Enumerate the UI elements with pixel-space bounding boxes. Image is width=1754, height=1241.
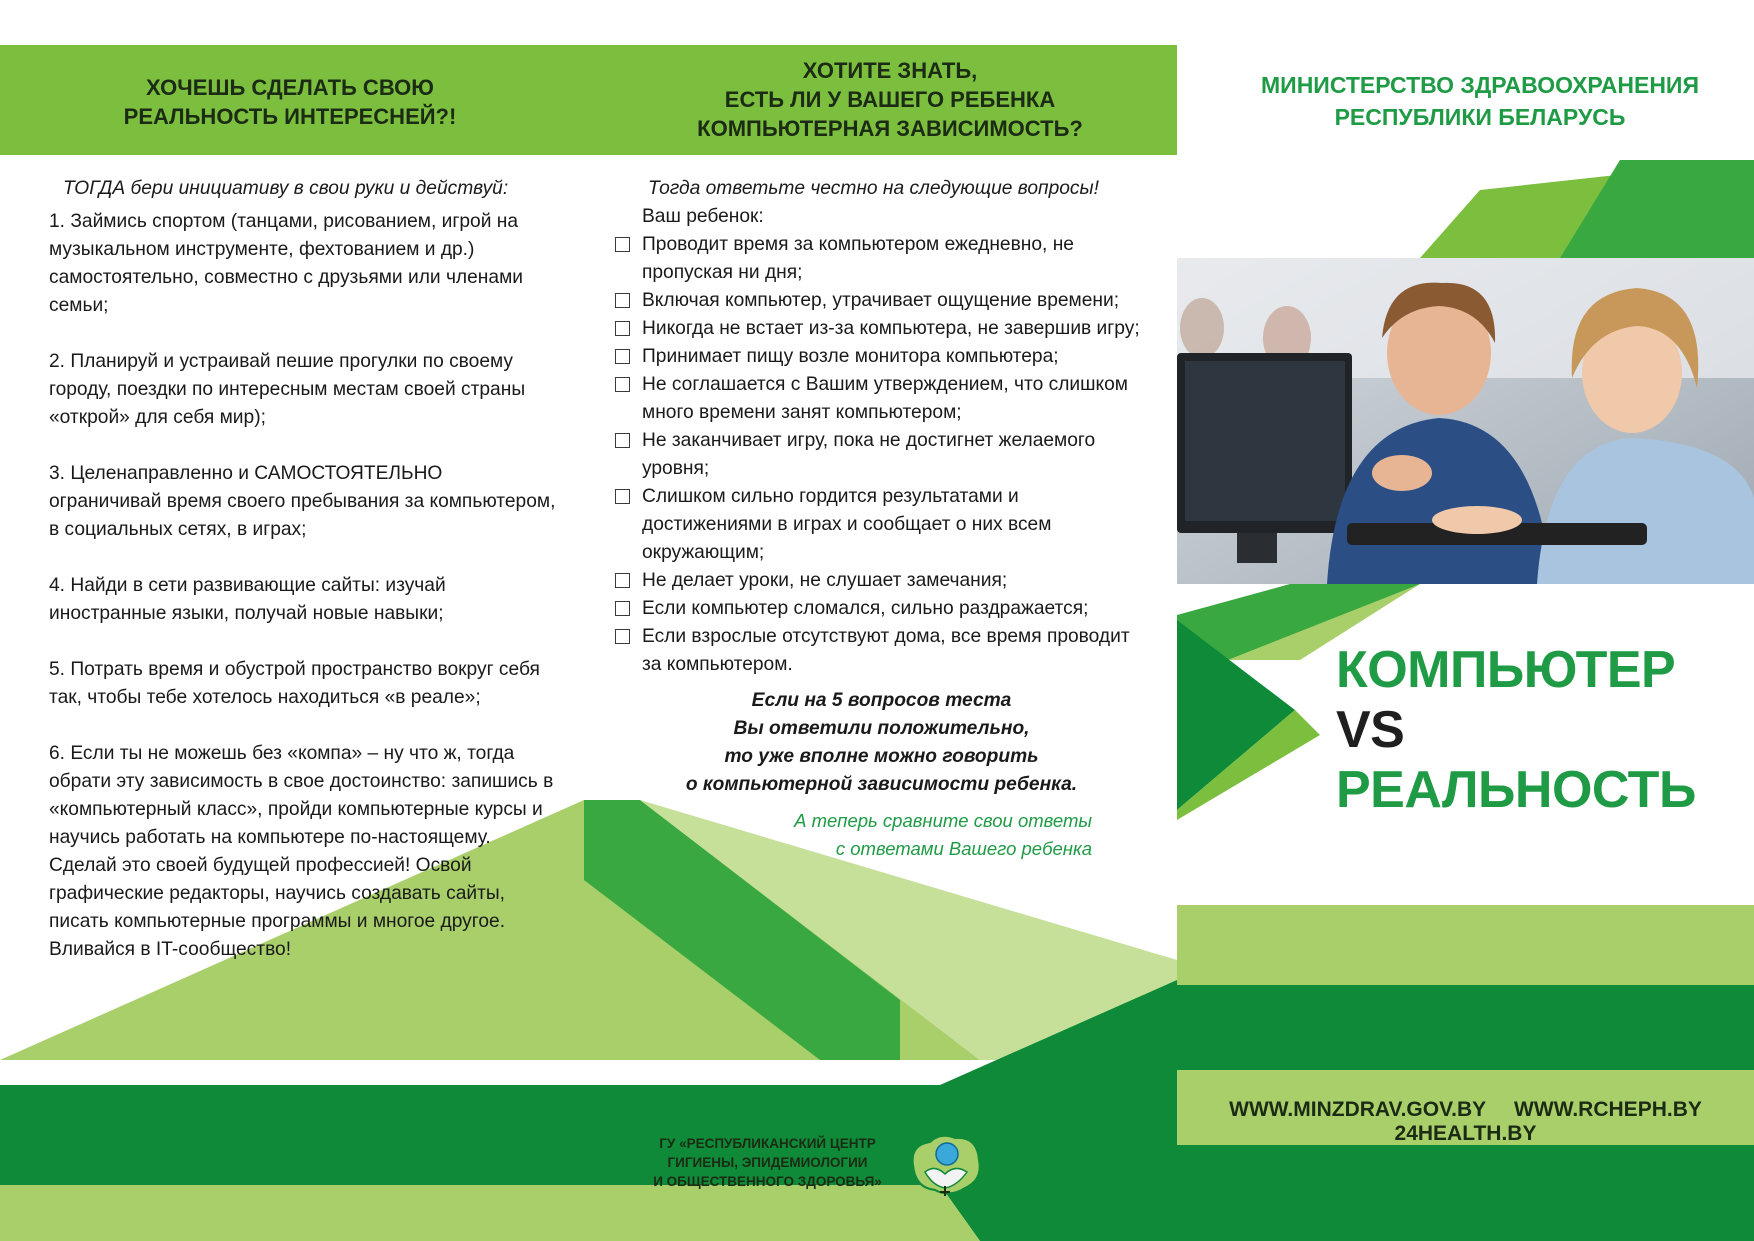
question-item bbox=[614, 371, 1154, 427]
tip-item: 4. Найди в сети развивающие сайты: изучай иностранные языки, получай новые навыки; bbox=[49, 575, 446, 624]
question-item bbox=[614, 315, 1154, 343]
question-text: Включая компьютер, утрачивает ощущение времени; bbox=[642, 290, 1120, 311]
tip-item: 1. Займись спортом (танцами, рисованием, игрой на музыкальном инструменте, фехтованием и др.) самостоятельно, совместно с друзьями или членами семьи; bbox=[49, 211, 523, 316]
question-text: Принимает пищу возле монитора компьютера; bbox=[642, 346, 1059, 367]
left-intro: ТОГДА бери инициативу в свои руки и действуй: bbox=[63, 178, 509, 199]
website-link[interactable]: WWW.MINZDRAV.GOV.BY bbox=[1229, 1098, 1487, 1121]
left-panel-body bbox=[49, 175, 559, 992]
title-line-computer: КОМПЬЮТЕР bbox=[1336, 641, 1676, 699]
checkbox-icon[interactable] bbox=[615, 293, 630, 308]
tip-item: 6. Если ты не можешь без «компа» – ну что ж, тогда обрати эту зависимость в свое достоинство: запишись в «компьютерный класс», пройди компьютерные курсы и научись работать на компьютере по-настоящему. Сделай это своей будущей профессией! Освой графические редакторы, научись создавать сайты, писать компьютерные программы и многое другое. Вливайся в IT-сообщество! bbox=[49, 743, 554, 960]
question-text: Не заканчивает игру, пока не достигнет желаемого уровня; bbox=[642, 430, 1096, 479]
title-line-reality: РЕАЛЬНОСТЬ bbox=[1336, 761, 1696, 819]
middle-intro: Тогда ответьте честно на следующие вопросы! bbox=[648, 178, 1099, 199]
brochure-title bbox=[1336, 640, 1754, 820]
checkbox-icon[interactable] bbox=[615, 489, 630, 504]
title-vs: VS bbox=[1336, 701, 1405, 759]
cover-band-dark bbox=[1177, 985, 1754, 1070]
question-text: Не делает уроки, не слушает замечания; bbox=[642, 570, 1008, 591]
test-conclusion: Если на 5 вопросов теста Вы ответили положительно, то уже вполне можно говорить о компьютерной зависимости ребенка. bbox=[685, 690, 1078, 795]
tip-item: 2. Планируй и устраивай пешие прогулки по своему городу, поездки по интересным местам своей страны «открой» для себя мир); bbox=[49, 351, 526, 428]
checkbox-icon[interactable] bbox=[615, 601, 630, 616]
ministry-title: МИНИСТЕРСТВО ЗДРАВООХРАНЕНИЯ РЕСПУБЛИКИ БЕЛАРУСЬ bbox=[1261, 72, 1699, 130]
question-text: Не соглашается с Вашим утверждением, что слишком много времени занят компьютером; bbox=[642, 374, 1128, 423]
child-label: Ваш ребенок: bbox=[642, 206, 764, 227]
question-item bbox=[614, 567, 1154, 595]
checkbox-icon[interactable] bbox=[615, 321, 630, 336]
website-link[interactable]: 24HEALTH.BY bbox=[1394, 1122, 1537, 1145]
cover-band-dark-bottom bbox=[1177, 1145, 1754, 1241]
question-item bbox=[614, 595, 1154, 623]
question-item bbox=[614, 623, 1154, 679]
website-link[interactable]: WWW.RCHEPH.BY bbox=[1514, 1098, 1702, 1121]
checkbox-icon[interactable] bbox=[615, 629, 630, 644]
cover-band-light bbox=[1177, 905, 1754, 985]
question-text: Никогда не встает из-за компьютера, не завершив игру; bbox=[642, 318, 1140, 339]
middle-panel-body bbox=[614, 175, 1154, 863]
question-text: Если компьютер сломался, сильно раздражается; bbox=[642, 598, 1089, 619]
checkbox-icon[interactable] bbox=[615, 237, 630, 252]
question-text: Слишком сильно гордится результатами и достижениями в играх и сообщает о них всем окружающим; bbox=[642, 486, 1052, 563]
children-at-computer-photo bbox=[1177, 258, 1754, 584]
tip-item: 3. Целенаправленно и САМОСТОЯТЕЛЬНО ограничивай время своего пребывания за компьютером, в социальных сетях, в играх; bbox=[49, 463, 556, 540]
checkbox-icon[interactable] bbox=[615, 377, 630, 392]
checkbox-icon[interactable] bbox=[615, 573, 630, 588]
compare-note: А теперь сравните свои ответы с ответами Вашего ребенка bbox=[794, 810, 1092, 859]
middle-panel-header: ХОТИТЕ ЗНАТЬ, ЕСТЬ ЛИ У ВАШЕГО РЕБЕНКА КОМПЬЮТЕРНАЯ ЗАВИСИМОСТЬ? bbox=[697, 58, 1083, 141]
question-item bbox=[614, 231, 1154, 287]
checkbox-icon[interactable] bbox=[615, 433, 630, 448]
question-item bbox=[614, 343, 1154, 371]
question-text: Проводит время за компьютером ежедневно, не пропуская ни дня; bbox=[642, 234, 1074, 283]
question-item bbox=[614, 427, 1154, 483]
bottom-light-strip bbox=[0, 1185, 590, 1241]
websites-bar bbox=[1177, 1098, 1754, 1146]
organization-logo-icon bbox=[905, 1130, 985, 1200]
tip-item: 5. Потрать время и обустрой пространство вокруг себя так, чтобы тебе хотелось находиться «в реале»; bbox=[49, 659, 540, 708]
bottom-band-left bbox=[0, 1085, 590, 1185]
left-panel-header: ХОЧЕШЬ СДЕЛАТЬ СВОЮ РЕАЛЬНОСТЬ ИНТЕРЕСНЕЙ?! bbox=[123, 75, 457, 129]
organization-name: ГУ «РЕСПУБЛИКАНСКИЙ ЦЕНТР ГИГИЕНЫ, ЭПИДЕМИОЛОГИИ И ОБЩЕСТВЕННОГО ЗДОРОВЬЯ» bbox=[653, 1136, 882, 1189]
question-item bbox=[614, 287, 1154, 315]
question-item bbox=[614, 483, 1154, 567]
checkbox-icon[interactable] bbox=[615, 349, 630, 364]
question-text: Если взрослые отсутствуют дома, все время проводит за компьютером. bbox=[642, 626, 1130, 675]
